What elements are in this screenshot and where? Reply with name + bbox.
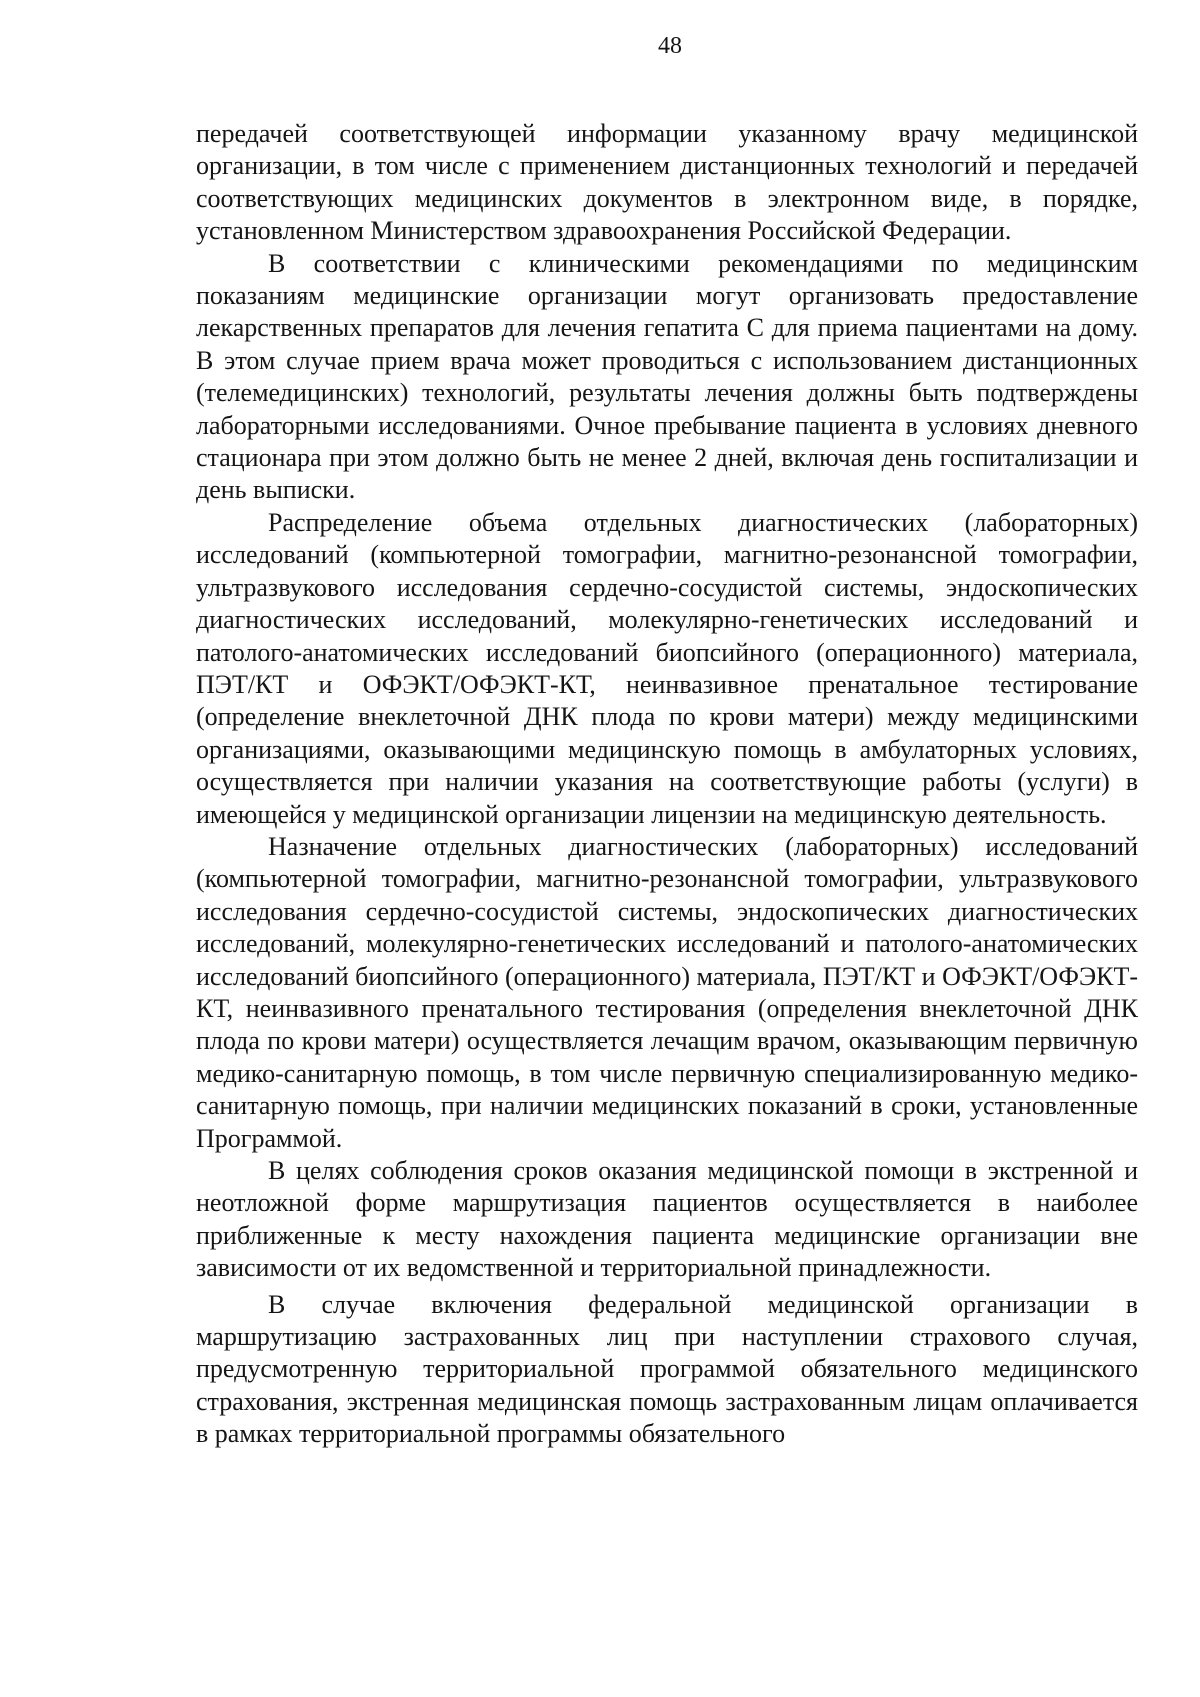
paragraph-diagnostic-distribution: Распределение объема отдельных диагностических (лабораторных) исследований (компьютерной томографии, магнитно-резонансной томографии, ультразвукового исследования сердечно-сосудистой системы, эндоскопических диагностических исследований, молекулярно-генетических исследований и патолого-анатомических исследований биопсийного (операционного) материала, ПЭТ/КТ и ОФЭКТ/ОФЭКТ-КТ, неинвазивное пренатальное тестирование (определение внеклеточной ДНК плода по крови матери) между медицинскими организациями, оказывающими медицинскую помощь в амбулаторных условиях, осуществляется при наличии указания на соответствующие работы (услуги) в имеющейся у медицинской организации лицензии на медицинскую деятельность. — [196, 507, 1138, 829]
paragraph-hepatitis-c: В соответствии с клиническими рекомендациями по медицинским показаниям медицинские организации могут организовать предоставление лекарственных препаратов для лечения гепатита С для приема пациентами на дому. В этом случае прием врача может проводиться с использованием дистанционных (телемедицинских) технологий, результаты лечения должны быть подтверждены лабораторными исследованиями. Очное пребывание пациента в условиях дневного стационара при этом должно быть не менее 2 дней, включая день госпитализации и день выписки. — [196, 248, 1138, 505]
document-body — [196, 118, 1138, 1451]
page-number: 48 — [658, 33, 682, 59]
paragraph-continuation: передачей соответствующей информации указанному врачу медицинской организации, в том числе с применением дистанционных технологий и передачей соответствующих медицинских документов в электронном виде, в порядке, установленном Министерством здравоохранения Российской Федерации. — [196, 119, 1138, 246]
paragraph-diagnostic-assignment: Назначение отдельных диагностических (лабораторных) исследований (компьютерной томографии, магнитно-резонансной томографии, ультразвукового исследования сердечно-сосудистой системы, эндоскопических диагностических исследований, молекулярно-генетических исследований и патолого-анатомических исследований биопсийного (операционного) материала, ПЭТ/КТ и ОФЭКТ/ОФЭКТ-КТ, неинвазивного пренатального тестирования (определения внеклеточной ДНК плода по крови матери) осуществляется лечащим врачом, оказывающим первичную медико-санитарную помощь, в том числе первичную специализированную медико-санитарную помощь, при наличии медицинских показаний в сроки, установленные Программой. — [196, 831, 1138, 1153]
paragraph-emergency-routing: В целях соблюдения сроков оказания медицинской помощи в экстренной и неотложной форме маршрутизация пациентов осуществляется в наиболее приближенные к месту нахождения пациента медицинские организации вне зависимости от их ведомственной и территориальной принадлежности. — [196, 1156, 1138, 1283]
paragraph-federal-organization: В случае включения федеральной медицинской организации в маршрутизацию застрахованных лиц при наступлении страхового случая, предусмотренную территориальной программой обязательного медицинского страхования, экстренная медицинская помощь застрахованным лицам оплачивается в рамках территориальной программы обязательного — [196, 1289, 1138, 1449]
